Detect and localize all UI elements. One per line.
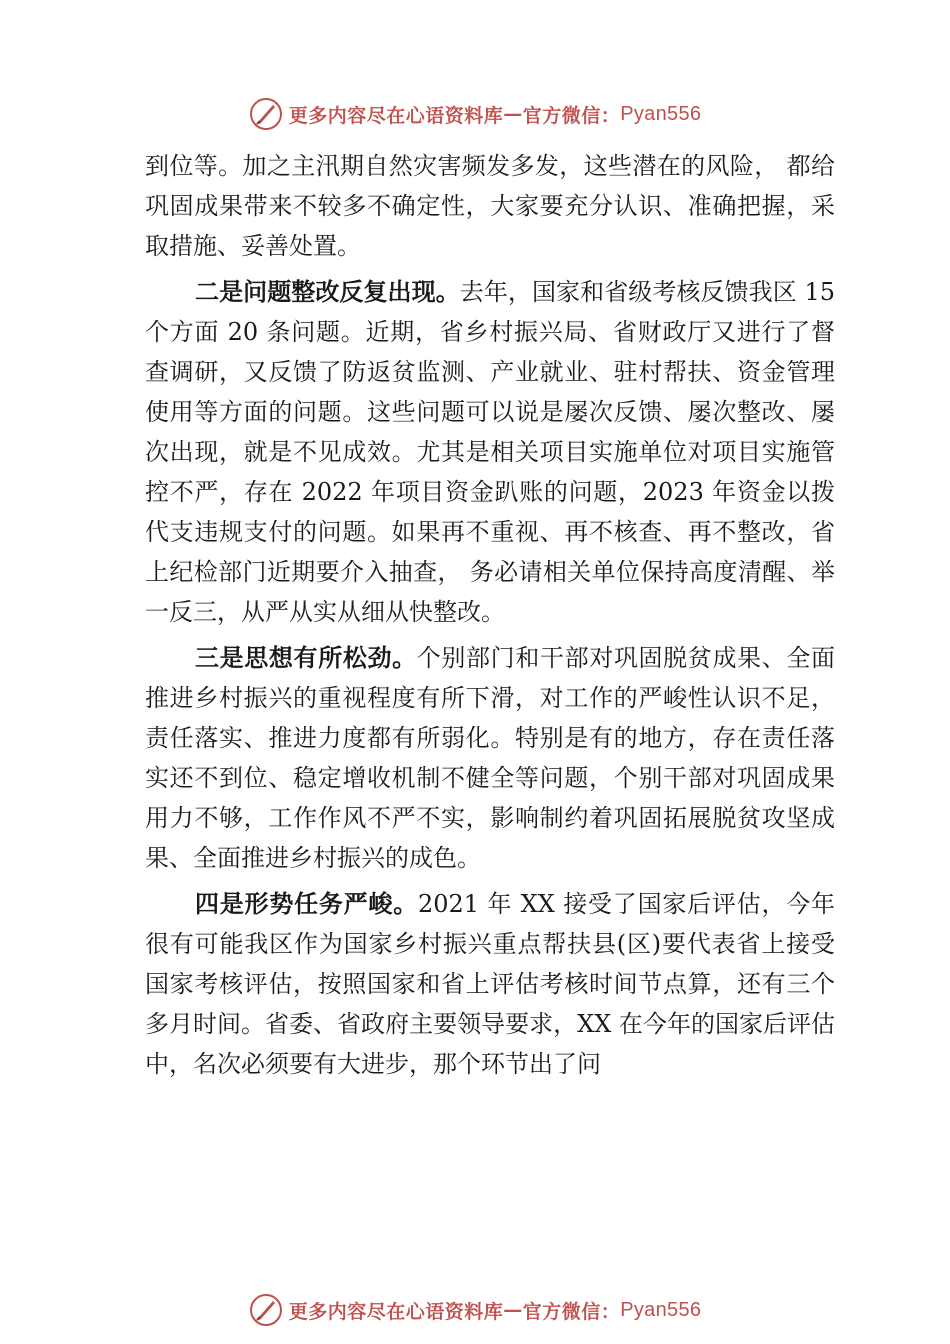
paragraph-text: 去年，国家和省级考核反馈我区 15 个方面 20 条问题。近期，省乡村振兴局、省财政厅又进行了督查调研，又反馈了防返贫监测、产业就业、驻村帮扶、资金管理使用等方面的问题。这些问题可以说是屡次反馈、屡次整改、屡次出现，就是不见成效。尤其是相关项目实施单位对项目实施管控不严，存在 2022 年项目资金趴账的问题，2023 年资金以拨代支违规支付的问题。如果再不重视、再不核查、再不整改，省上纪检部门近期要介入抽查， 务必请相关单位保持高度清醒、举一反三，从严从实从细从快整改。 [145,278,836,626]
paragraph-continuation [145,146,835,266]
quill-pen-logo-icon [249,97,283,131]
paragraph-problem-rectification [145,272,835,632]
footer-site-text: 更多内容尽在心语资料库 [288,1300,504,1323]
quill-pen-logo-icon [249,1293,283,1327]
header-site-text: 更多内容尽在心语资料库 [288,104,504,127]
document-body [145,146,835,1084]
paragraph-text: 2021 年 XX 接受了国家后评估，今年很有可能我区作为国家乡村振兴重点帮扶县(区)要代表省上接受国家考核评估，按照国家和省上评估考核时间节点算，还有三个多月时间。省委、省政府主要领导要求，XX 在今年的国家后评估中，名次必须要有大进步，那个环节出了问 [145,890,836,1078]
footer-wechat-id: Pyan556 [620,1298,702,1321]
paragraph-text: 个别部门和干部对巩固脱贫成果、全面推进乡村振兴的重视程度有所下滑，对工作的严峻性认识不足，责任落实、推进力度都有所弱化。特别是有的地方，存在责任落实还不到位、稳定增收机制不健全等问题，个别干部对巩固成果用力不够，工作作风不严不实，影响制约着巩固拓展脱贫攻坚成果、全面推进乡村振兴的成色。 [145,644,836,872]
header-wechat-label: 官方微信： [522,104,621,127]
paragraph-lead: 四是形势任务严峻。 [195,890,418,918]
paragraph-text: 到位等。加之主汛期自然灾害频发多发，这些潜在的风险， 都给巩固成果带来不较多不确定性，大家要充分认识、准确把握，采取措施、妥善处置。 [145,152,835,260]
header-wechat-id: Pyan556 [620,102,702,125]
paragraph-lead: 三是思想有所松劲。 [195,644,417,672]
footer-wechat-label: 官方微信： [522,1300,621,1323]
paragraph-ideological-slack [145,638,835,878]
footer-dash: — [503,1299,523,1321]
footer-banner [0,1290,950,1330]
header-banner [0,94,950,134]
paragraph-lead: 二是问题整改反复出现。 [195,278,460,306]
paragraph-severe-situation [145,884,835,1084]
header-dash: — [503,103,523,125]
